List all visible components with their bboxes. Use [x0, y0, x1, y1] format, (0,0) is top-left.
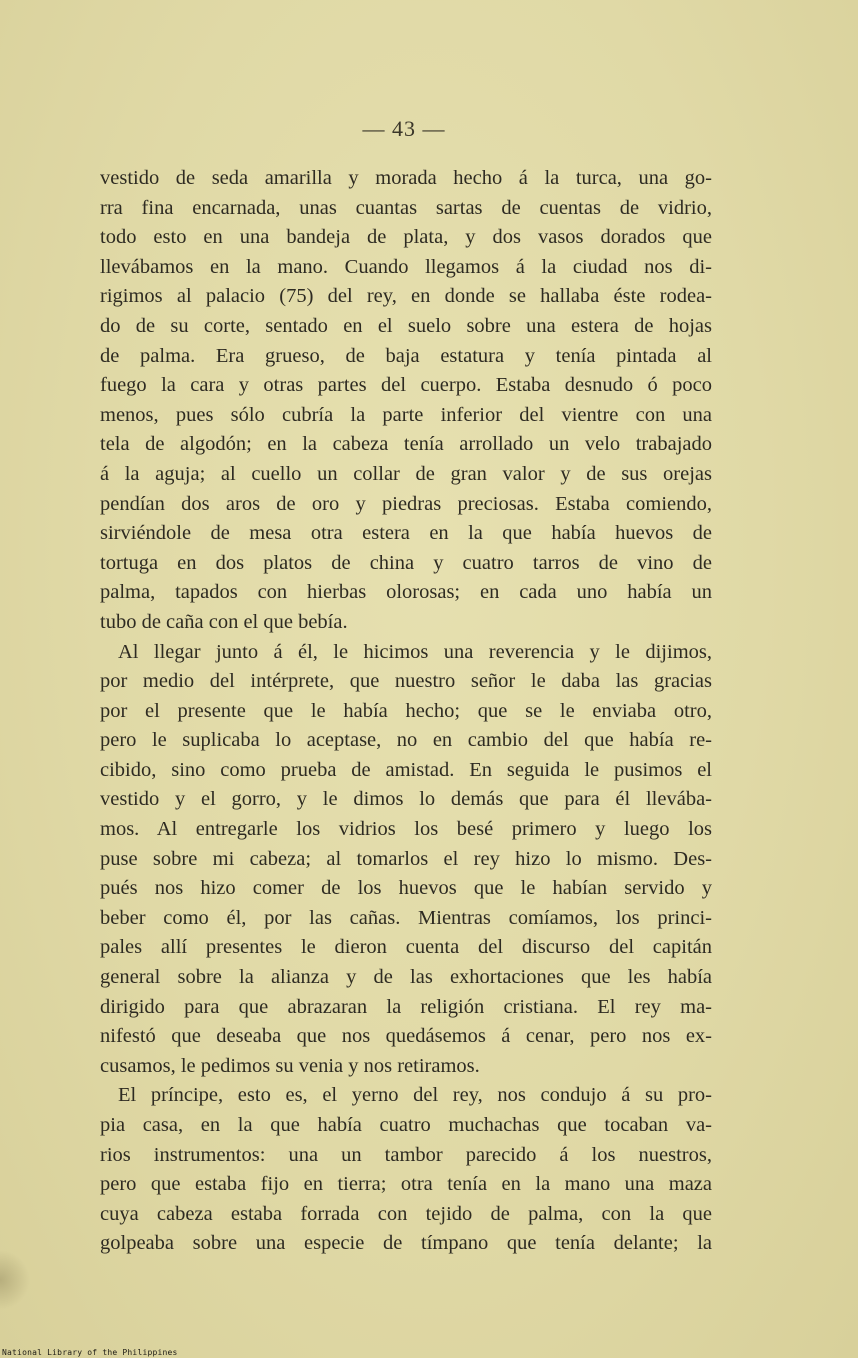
- text-line: vestido de seda amarilla y morada hecho á la turca, una go-: [100, 167, 712, 189]
- page-edge-shadow: [0, 1250, 30, 1310]
- text-line: Al llegar junto á él, le hicimos una reverencia y le dijimos,: [118, 640, 712, 663]
- text-line: rigimos al palacio (75) del rey, en donde se hallaba éste rodea-: [100, 285, 712, 308]
- text-line: vestido y el gorro, y le dimos lo demás que para él llevába-: [100, 788, 712, 811]
- text-line: por el presente que le había hecho; que se le enviaba otro,: [100, 699, 712, 722]
- text-line: pero le suplicaba lo aceptase, no en cambio del que había re-: [100, 729, 712, 752]
- text-line: por medio del intérprete, que nuestro señor le daba las gracias: [100, 670, 712, 693]
- text-line: á la aguja; al cuello un collar de gran valor y de sus orejas: [100, 462, 712, 485]
- text-line: rios instrumentos: una un tambor parecido á los nuestros,: [100, 1143, 712, 1166]
- page-number: — 43 —: [362, 116, 446, 141]
- text-line: tortuga en dos platos de china y cuatro tarros de vino de: [100, 551, 712, 574]
- text-line: pero que estaba fijo en tierra; otra tenía en la mano una maza: [100, 1173, 712, 1196]
- text-line: cibido, sino como prueba de amistad. En seguida le pusimos el: [100, 758, 712, 781]
- library-credit: National Library of the Philippines: [2, 1348, 178, 1357]
- text-line: fuego la cara y otras partes del cuerpo. Estaba desnudo ó poco: [100, 374, 712, 397]
- text-line: llevábamos en la mano. Cuando llegamos á la ciudad nos di-: [100, 255, 712, 278]
- text-line: tubo de caña con el que bebía.: [100, 610, 348, 633]
- text-line: El príncipe, esto es, el yerno del rey, nos condujo á su pro-: [118, 1084, 712, 1107]
- text-line: dirigido para que abrazaran la religión cristiana. El rey ma-: [100, 995, 712, 1018]
- text-line: palma, tapados con hierbas olorosas; en cada uno había un: [100, 581, 712, 604]
- text-line: menos, pues sólo cubría la parte inferior del vientre con una: [100, 403, 712, 426]
- text-line: pués nos hizo comer de los huevos que le habían servido y: [100, 877, 712, 900]
- text-line: general sobre la alianza y de las exhortaciones que les había: [100, 966, 712, 989]
- text-line: cuya cabeza estaba forrada con tejido de palma, con la que: [100, 1202, 712, 1225]
- text-line: sirviéndole de mesa otra estera en la que había huevos de: [100, 522, 712, 545]
- text-line: todo esto en una bandeja de plata, y dos vasos dorados que: [100, 226, 712, 249]
- text-line: rra fina encarnada, unas cuantas sartas de cuentas de vidrio,: [100, 196, 712, 219]
- paragraph-1: [100, 164, 712, 638]
- text-line: nifestó que deseaba que nos quedásemos á cenar, pero nos ex-: [100, 1025, 712, 1048]
- text-line: pia casa, en la que había cuatro muchachas que tocaban va-: [100, 1114, 712, 1136]
- body-text: [100, 164, 712, 1259]
- text-line: puse sobre mi cabeza; al tomarlos el rey hizo lo mismo. Des-: [100, 847, 712, 870]
- text-line: de palma. Era grueso, de baja estatura y tenía pintada al: [100, 344, 712, 367]
- paragraph-2: [100, 638, 712, 1082]
- text-line: pendían dos aros de oro y piedras preciosas. Estaba comiendo,: [100, 492, 712, 515]
- paragraph-3: [100, 1081, 712, 1259]
- text-line: beber como él, por las cañas. Mientras comíamos, los princi-: [100, 906, 712, 929]
- text-line: golpeaba sobre una especie de tímpano que tenía delante; la: [100, 1232, 712, 1255]
- text-line: cusamos, le pedimos su venia y nos retiramos.: [100, 1054, 480, 1077]
- text-line: mos. Al entregarle los vidrios los besé primero y luego los: [100, 818, 712, 841]
- text-line: do de su corte, sentado en el suelo sobre una estera de hojas: [100, 314, 712, 337]
- text-line: tela de algodón; en la cabeza tenía arrollado un velo trabajado: [100, 433, 712, 456]
- text-line: pales allí presentes le dieron cuenta del discurso del capitán: [100, 936, 712, 959]
